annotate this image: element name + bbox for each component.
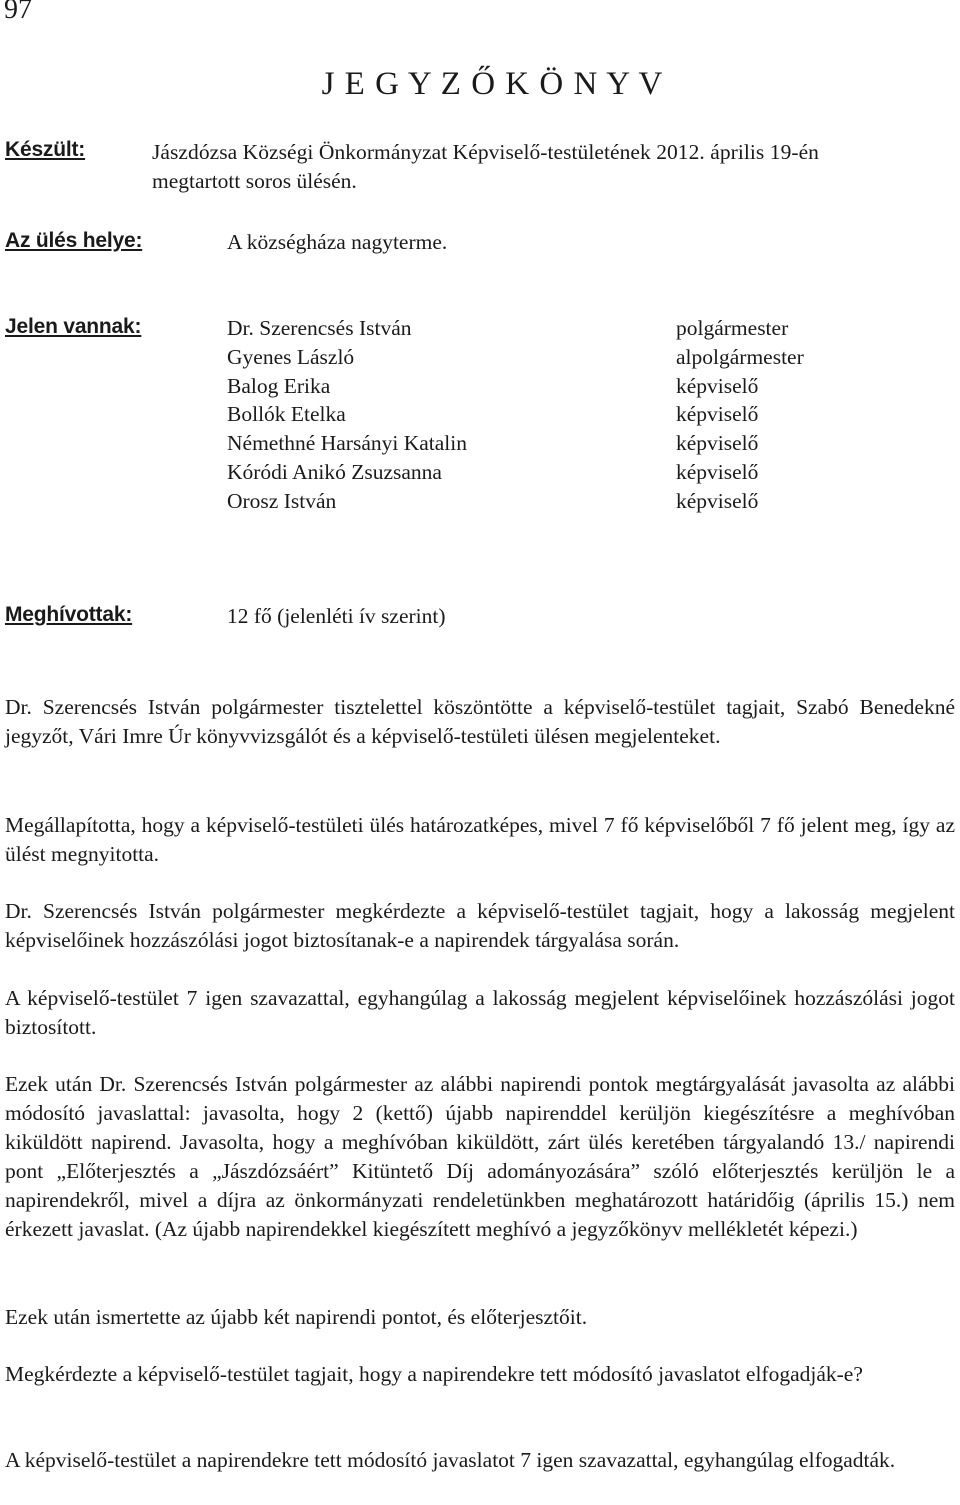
paragraph: Ezek után Dr. Szerencsés István polgármester az alábbi napirendi pontok megtárgyalását javasolta az alábbi módosító javaslattal: javasolta, hogy 2 (kettő) újabb napirenddel kerüljön kiegészítésre a meghívóban kiküldött napirend. Javasolta, hogy a meghívóban kiküldött, zárt ülés keretében tárgyalandó 13./ napirendi pont „Előterjesztés a „Jászdózsáért” Kitüntető Díj adományozására” szóló előterjesztés kerüljön le a napirendekről, mivel a díjra az önkormányzati rendeletünkben meghatározott határidőig (április 15.) nem érkezett javaslat. (Az újabb napirendekkel kiegészített meghívó a jegyzőkönyv mellékletét képezi.)	[5, 1072, 955, 1241]
label-keszult: Készült:	[5, 138, 86, 161]
meghivottak-value: 12 fő (jelenléti ív szerint)	[227, 604, 446, 628]
member-role: polgármester	[676, 316, 789, 340]
member-name: Dr. Szerencsés István	[227, 316, 412, 340]
member-name: Bollók Etelka	[227, 402, 346, 426]
member-role: képviselő	[676, 489, 759, 513]
label-meghivottak: Meghívottak:	[5, 603, 133, 626]
paragraph: Megállapította, hogy a képviselő-testületi ülés határozatképes, mivel 7 fő képviselőből 7 fő jelent meg, így az ülést megnyitotta.	[5, 813, 955, 866]
paragraph: Dr. Szerencsés István polgármester megkérdezte a képviselő-testület tagjait, hogy a lakosság megjelent képviselőinek hozzászólási jogot biztosítanak-e a napirendek tárgyalása során.	[5, 899, 955, 952]
paragraph: Megkérdezte a képviselő-testület tagjait, hogy a napirendekre tett módosító javaslatot elfogadják-e?	[5, 1362, 863, 1386]
member-name: Balog Erika	[227, 374, 331, 398]
label-ules-helye: Az ülés helye:	[5, 229, 143, 252]
paragraph: Ezek után ismertette az újabb két napirendi pontot, és előterjesztőit.	[5, 1305, 588, 1329]
page-number: 97	[4, 0, 32, 25]
ules-helye-value: A községháza nagyterme.	[227, 230, 448, 254]
member-role: képviselő	[676, 374, 759, 398]
member-name: Orosz István	[227, 489, 337, 513]
document-title: J E G Y Z Ő K Ö N Y V	[321, 66, 664, 102]
member-role: képviselő	[676, 460, 759, 484]
label-jelen-vannak: Jelen vannak:	[5, 315, 142, 338]
member-name: Némethné Harsányi Katalin	[227, 431, 467, 455]
member-role: képviselő	[676, 431, 759, 455]
keszult-line-2: megtartott soros ülésén.	[152, 169, 357, 193]
keszult-line-1: Jászdózsa Községi Önkormányzat Képviselő-testületének 2012. április 19-én	[152, 140, 819, 164]
member-name: Gyenes László	[227, 345, 355, 369]
paragraph: A képviselő-testület 7 igen szavazattal, egyhangúlag a lakosság megjelent képviselőinek hozzászólási jogot biztosított.	[5, 986, 955, 1039]
member-name: Kóródi Anikó Zsuzsanna	[227, 460, 442, 484]
member-role: alpolgármester	[676, 345, 804, 369]
member-role: képviselő	[676, 402, 759, 426]
paragraph: A képviselő-testület a napirendekre tett módosító javaslatot 7 igen szavazattal, egyhangúlag elfogadták.	[5, 1448, 896, 1472]
paragraph: Dr. Szerencsés István polgármester tisztelettel köszöntötte a képviselő-testület tagjait, Szabó Benedekné jegyzőt, Vári Imre Úr könyvvizsgálót és a képviselő-testületi ülésen megjelenteket.	[5, 695, 955, 748]
